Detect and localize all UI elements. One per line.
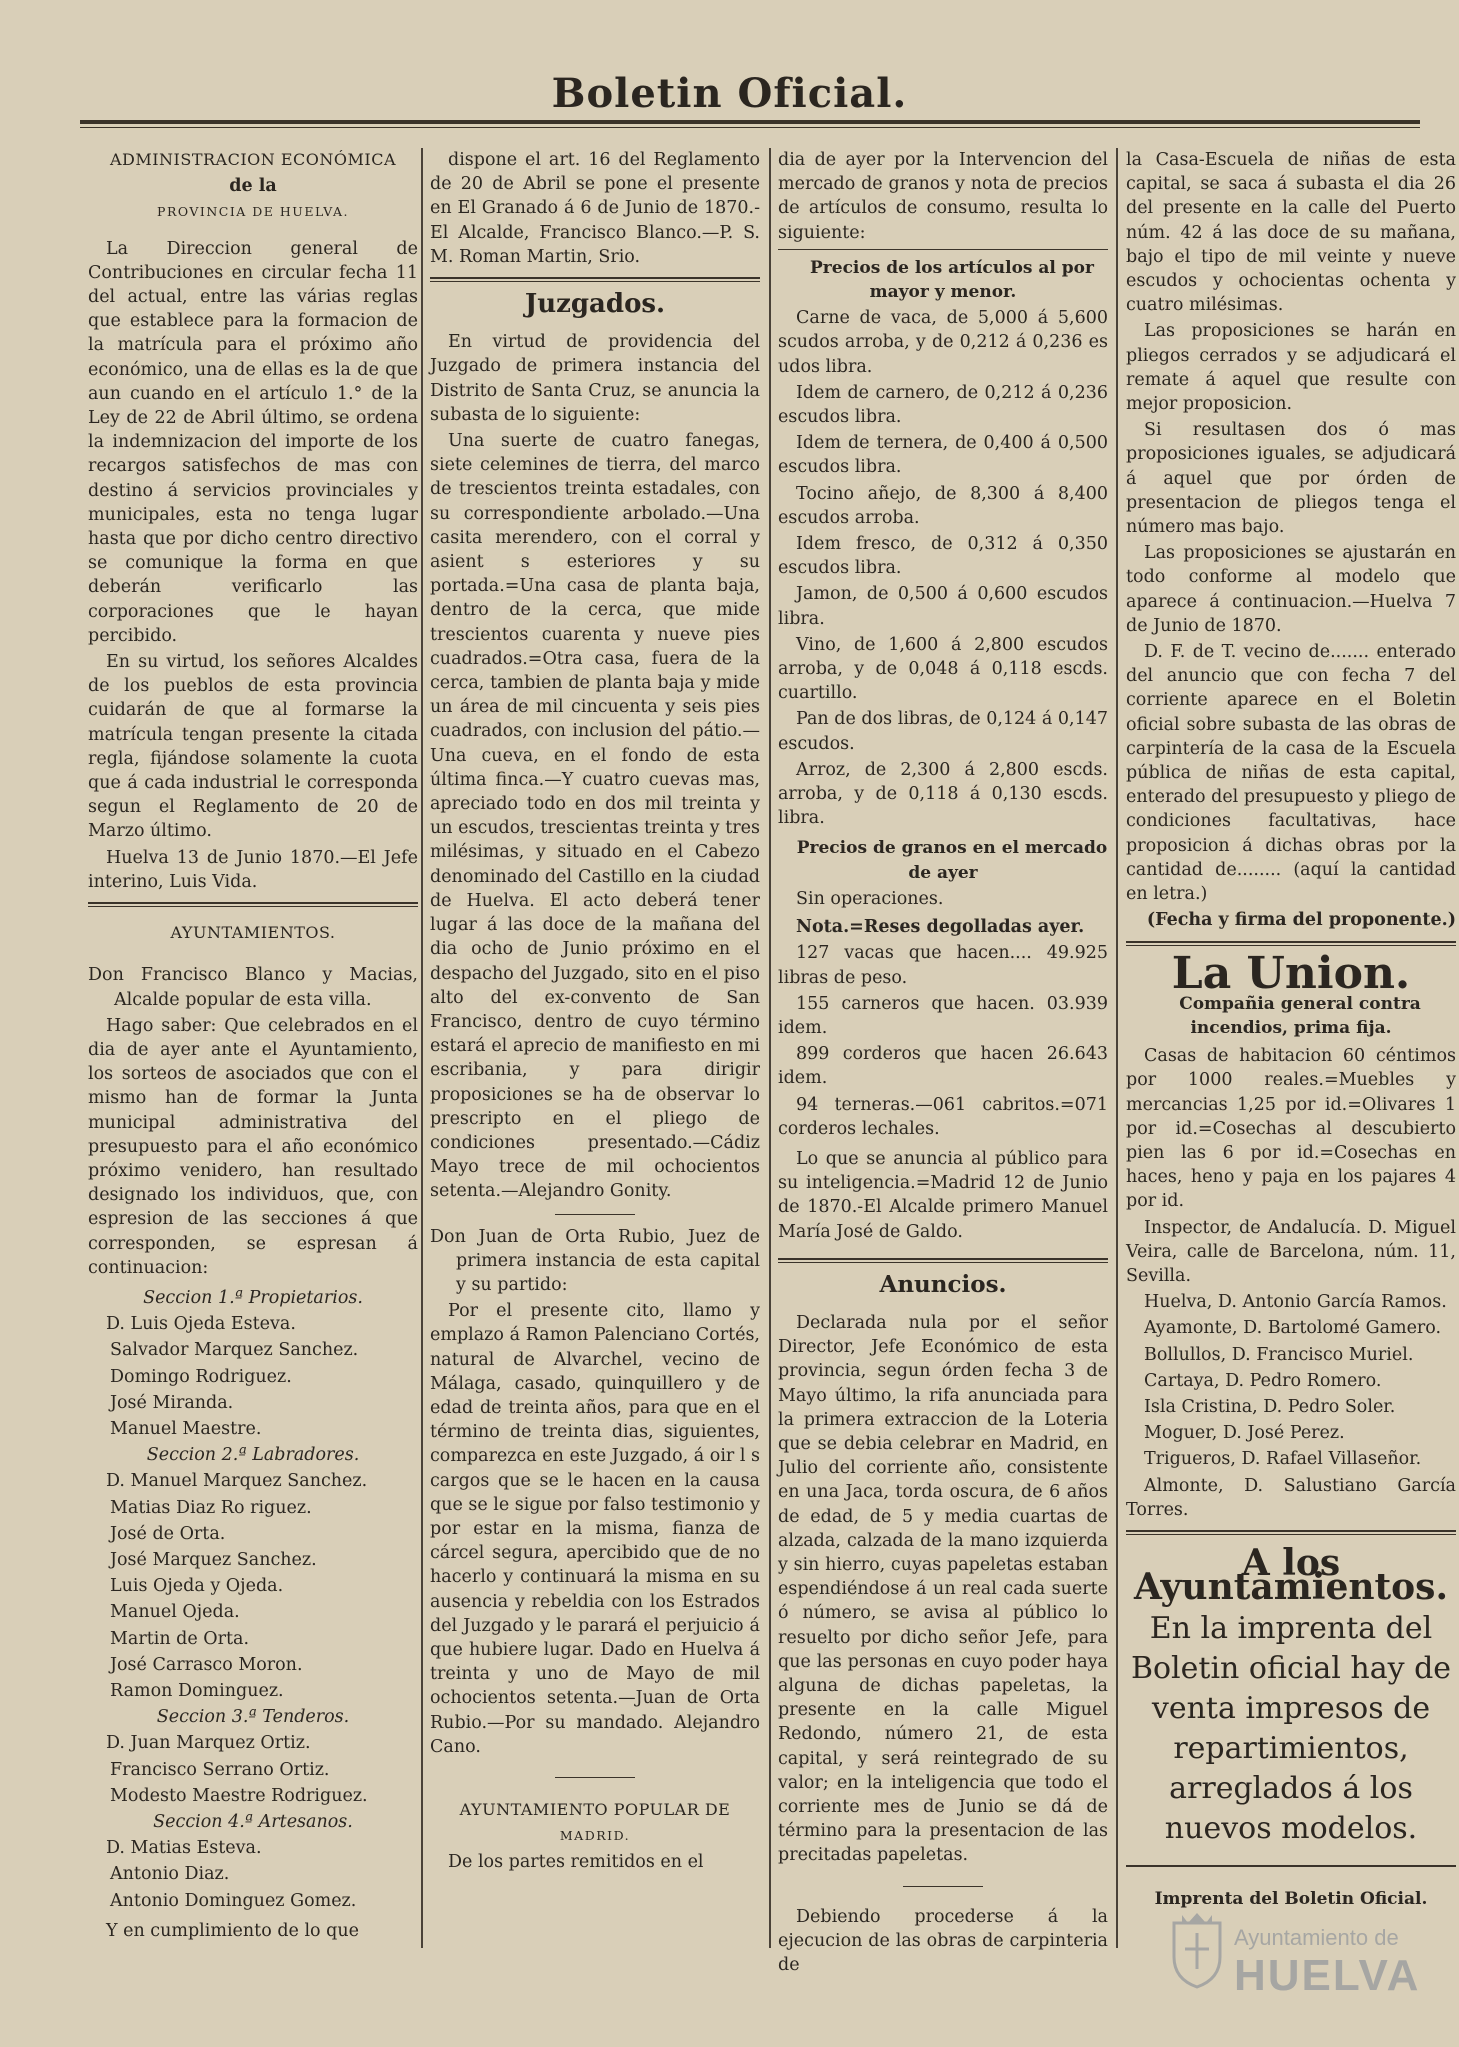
paragraph: Huelva 13 de Junio 1870.—El Jefe interino, Luis Vida. bbox=[88, 847, 418, 892]
list-item: Pan de dos libras, de 0,124 á 0,147 escudos. bbox=[778, 709, 1108, 754]
section-heading: Anuncios. bbox=[879, 1270, 1007, 1298]
paragraph: dia de ayer por la Intervencion del mercado de granos y nota de precios de artículos de consumo, resulta lo siguiente: bbox=[778, 150, 1108, 243]
list-item: 155 carneros que hacen. 03.939 idem. bbox=[778, 993, 1108, 1038]
paragraph: Casas de habitacion 60 céntimos por 1000 reales.=Muebles y mercancias 1,25 por id.=Olivares 1 por id.=Cosechas al descubierto pien las 6 por id.=Cosechas en haces, heno y paja en los pajares 4 por id. bbox=[1126, 1046, 1456, 1212]
paragraph: la Casa-Escuela de niñas de esta capital, se saca á subasta el dia 26 del presente en la calle del Puerto núm. 42 á las doce de su mañana, bajo el tipo de mil veinte y nueve escudos y ochocientas ochenta y cuatro milésimas. bbox=[1126, 150, 1456, 316]
watermark-line-1: Ayuntamiento de bbox=[1234, 1925, 1399, 1950]
list-item: Arroz, de 2,300 á 2,800 escds. arroba, y de 0,118 á 0,130 escds. libra. bbox=[778, 759, 1108, 829]
coat-of-arms-icon bbox=[1168, 1909, 1226, 1989]
list-item: Manuel Maestre. bbox=[110, 1418, 262, 1439]
column-divider bbox=[769, 148, 771, 1948]
list-item: Isla Cristina, D. Pedro Soler. bbox=[1144, 1396, 1396, 1417]
list-item: Idem de ternera, de 0,400 á 0,500 escudos libra. bbox=[778, 433, 1108, 478]
list-item: Manuel Ojeda. bbox=[110, 1602, 240, 1623]
list-item: Antonio Dominguez Gomez. bbox=[110, 1890, 357, 1911]
list-item: Modesto Maestre Rodriguez. bbox=[110, 1785, 368, 1806]
watermark-line-2: HUELVA bbox=[1234, 1951, 1421, 2000]
list-item: Martin de Orta. bbox=[110, 1628, 250, 1649]
separator bbox=[555, 1777, 635, 1778]
list-item: Matias Diaz Ro riguez. bbox=[110, 1497, 312, 1518]
separator bbox=[555, 1214, 635, 1215]
ad-text: En la imprenta del Boletin oficial hay de venta impresos de repartimientos, arreglados á los nuevos modelos. bbox=[1130, 1611, 1452, 1847]
list-item: Huelva, D. Antonio García Ramos. bbox=[1144, 1292, 1447, 1313]
separator bbox=[1126, 945, 1456, 946]
list-item: Cartaya, D. Pedro Romero. bbox=[1144, 1370, 1382, 1391]
ad-subtitle: Compañia general contra incendios, prima fija. bbox=[1179, 993, 1421, 1038]
paragraph: Si resultasen dos ó mas proposiciones iguales, se adjudicará á aquel que por órden de presentacion de pliegos tenga el número mas bajo. bbox=[1126, 420, 1456, 538]
ad-title: A los Ayuntamientos. bbox=[1134, 1541, 1448, 1609]
list-item: 127 vacas que hacen.... 49.925 libras de peso. bbox=[778, 943, 1108, 988]
paragraph: Declarada nula por el señor Director, Jefe Económico de esta provincia, segun órden fecha 3 de Mayo último, la rifa anunciada para la primera extraccion de la Loteria que se debia celebrar en Madrid, en Julio del corriente año, consistente en una Jaca, torda oscura, de 6 años de edad, de 5 y media cuartas de alzada, calzada de la mano izquierda y sin hierro, cuyas papeletas estaban espendiéndose á un real cada suerte ó número, se avisa al público lo resuelto por dicho señor Jefe, para que las personas en cuyo poder haya alguna de dichas papeletas, la presente en la calle Miguel Redondo, número 21, de esta capital, y será reintegrado de su valor; en la inteligencia que todo el corriente mes de Junio se dá de término para la presentacion de las precitadas papeletas. bbox=[778, 1312, 1108, 1866]
separator bbox=[778, 249, 1108, 250]
separator bbox=[430, 277, 760, 279]
separator bbox=[1126, 941, 1456, 943]
column-3 bbox=[778, 148, 1108, 1976]
list-item: Idem fresco, de 0,312 á 0,350 escudos libra. bbox=[778, 534, 1108, 579]
paragraph: En su virtud, los señores Alcaldes de los pueblos de esta provincia cuidarán de que al formarse la matrícula tengan presente la citada regla, fijándose solamente la cuota que á cada industrial le corresponda segun el Reglamento de 20 de Marzo último. bbox=[88, 652, 418, 842]
section-heading: Juzgados. bbox=[524, 289, 666, 320]
paragraph: dispone el art. 16 del Reglamento de 20 de Abril se pone el presente en El Granado á 6 de Junio de 1870.-El Alcalde, Francisco Blanco.—P. S. M. Roman Martin, Srio. bbox=[430, 150, 760, 267]
list-item: Idem de carnero, de 0,212 á 0,236 escudos libra. bbox=[778, 382, 1108, 428]
column-1 bbox=[88, 148, 418, 1948]
list-item: José Carrasco Moron. bbox=[110, 1654, 303, 1675]
list-item: D. Luis Ojeda Esteva. bbox=[106, 1314, 296, 1335]
column-4 bbox=[1126, 148, 1456, 1948]
masthead-rule-thin bbox=[80, 127, 1420, 128]
separator bbox=[778, 1262, 1108, 1263]
separator bbox=[1126, 1534, 1456, 1535]
paragraph: Hago saber: Que celebrados en el dia de ayer ante el Ayuntamiento, los sorteos de asociados que con el mismo han de formar la Junta municipal administrativa del presupuesto para el año económico próximo venidero, han resultado designado los individuos, que, con espresion de las secciones á que corresponden, se espresan á continuacion: bbox=[88, 1015, 418, 1278]
list-item: Vino, de 1,600 á 2,800 escudos arroba, y de 0,048 á 0,118 escds. cuartillo. bbox=[778, 634, 1108, 704]
separator bbox=[903, 1886, 983, 1887]
masthead-title: Boletin Oficial. bbox=[551, 70, 908, 117]
column-2 bbox=[430, 148, 760, 1948]
section-heading-sub: PROVINCIA DE HUELVA. bbox=[157, 204, 349, 220]
paragraph: La Direccion general de Contribuciones en circular fecha 11 del actual, entre las várias reglas que establece para la formacion de la matrícula para el próximo año económico, una de ellas es la de que aun cuando en el artículo 1.° de la Ley de 22 de Abril último, se ordena la indemnizacion del importe de los recargos satisfechos de mas con destino á servicios provinciales y municipales, esta no tenga lugar hasta que por dicho centro directivo se comunique la forma en que deberán verificarlo las corporaciones que le hayan percibido. bbox=[88, 238, 418, 646]
paragraph: Y en cumplimiento de lo que bbox=[106, 1920, 359, 1941]
list-heading: Seccion 3.ª Tenderos. bbox=[156, 1707, 350, 1728]
separator bbox=[1126, 1865, 1456, 1867]
section-heading-sub: de la bbox=[229, 176, 277, 197]
list-item: D. Manuel Marquez Sanchez. bbox=[106, 1471, 368, 1492]
section-heading: AYUNTAMIENTOS. bbox=[170, 923, 336, 943]
section-heading: AYUNTAMIENTO POPULAR DE bbox=[459, 1800, 731, 1819]
list-item: D. Matias Esteva. bbox=[106, 1838, 262, 1859]
list-heading: Seccion 1.ª Propietarios. bbox=[143, 1287, 363, 1308]
paragraph: Las proposiciones se harán en pliegos cerrados y se adjudicará el remate á aquel que resulte con mejor proposicion. bbox=[1126, 321, 1456, 415]
list-item: D. Juan Marquez Ortiz. bbox=[106, 1733, 311, 1754]
paragraph: D. F. de T. vecino de....... enterado del anuncio que con fecha 7 del corriente aparece en el Boletin oficial sobre subasta de las obras de carpintería de la casa de la Escuela pública de niñas de esta capital, enterado del presupuesto y pliego de condiciones facultativas, hace proposicion á dichas obras por la cantidad de........ (aquí la cantidad en letra.) bbox=[1126, 642, 1457, 905]
paragraph: Don Francisco Blanco y Macias, Alcalde popular de esta villa. bbox=[88, 965, 418, 1010]
list-heading: Seccion 2.ª Labradores. bbox=[146, 1445, 360, 1466]
printer-credit: Imprenta del Boletin Oficial. bbox=[1154, 1889, 1428, 1910]
paragraph: En virtud de providencia del Juzgado de primera instancia del Distrito de Santa Cruz, se anuncia la subasta de lo siguiente: bbox=[430, 332, 760, 425]
list-item: Salvador Marquez Sanchez. bbox=[110, 1340, 359, 1361]
paragraph: Don Juan de Orta Rubio, Juez de primera instancia de esta capital y su partido: bbox=[430, 1226, 760, 1295]
list-item: Moguer, D. José Perez. bbox=[1144, 1423, 1345, 1444]
list-heading: Precios de granos en el mercado de ayer bbox=[796, 838, 1108, 883]
list-item: Jamon, de 0,500 á 0,600 escudos libra. bbox=[778, 584, 1108, 629]
list-heading: Precios de los artículos al por mayor y menor. bbox=[810, 257, 1094, 303]
separator bbox=[778, 1258, 1108, 1260]
list-item: Carne de vaca, de 5,000 á 5,600 scudos arroba, y de 0,212 á 0,236 es udos libra. bbox=[778, 308, 1108, 377]
column-divider bbox=[421, 148, 423, 1948]
list-item: José Marquez Sanchez. bbox=[110, 1549, 317, 1570]
ad-title: La Union. bbox=[1171, 947, 1411, 999]
masthead-rule bbox=[80, 120, 1420, 124]
paragraph: (Fecha y firma del proponente.) bbox=[1146, 910, 1456, 931]
list-item: Francisco Serrano Ortiz. bbox=[110, 1759, 330, 1780]
list-item: Antonio Diaz. bbox=[110, 1864, 230, 1885]
list-item: Domingo Rodriguez. bbox=[110, 1366, 292, 1387]
separator bbox=[1126, 1530, 1456, 1532]
separator bbox=[88, 902, 418, 904]
separator bbox=[430, 281, 760, 282]
list-item: Bollullos, D. Francisco Muriel. bbox=[1144, 1344, 1414, 1365]
paragraph: Por el presente cito, llamo y emplazo á Ramon Palenciano Cortés, natural de Alvarchel, vecino de Málaga, casado, quinquillero y de edad de treinta años, para que en el término de treinta dias, siguientes, comparezca en este Juzgado, á oir l s cargos que se le hacen en la causa que se le sigue por falso testimonio y por estar en la misma, fianza de cárcel segura, apercibido que de no hacerlo y continuará la misma en su ausencia y rebeldia con los Estrados del Juzgado y le parará el perjuicio á que hubiere lugar. Dado en Huelva á treinta y uno de Mayo de mil ochocientos setenta.—Juan de Orta Rubio.—Por su mandado. Alejandro Cano. bbox=[430, 1301, 761, 1757]
list-item: José de Orta. bbox=[110, 1523, 226, 1544]
list-item: Luis Ojeda y Ojeda. bbox=[110, 1576, 284, 1597]
paragraph: Inspector, de Andalucía. D. Miguel Veira, calle de Barcelona, núm. 11, Sevilla. bbox=[1126, 1217, 1456, 1286]
paragraph: Nota.=Reses degolladas ayer. bbox=[796, 917, 1085, 938]
list-item: Ramon Dominguez. bbox=[110, 1680, 284, 1701]
list-heading: Seccion 4.ª Artesanos. bbox=[153, 1812, 353, 1832]
list-item: José Miranda. bbox=[110, 1392, 234, 1413]
section-heading-sub: MADRID. bbox=[559, 1828, 631, 1844]
column-divider bbox=[1116, 148, 1118, 1948]
paragraph: Debiendo procederse á la ejecucion de las obras de carpinteria de bbox=[778, 1906, 1108, 1976]
paragraph: Lo que se anuncia al público para su inteligencia.=Madrid 12 de Junio de 1870.-El Alcalde primero Manuel María José de Galdo. bbox=[778, 1148, 1108, 1242]
list-item: Ayamonte, D. Bartolomé Gamero. bbox=[1144, 1318, 1442, 1339]
paragraph: De los partes remitidos en el bbox=[448, 1852, 704, 1873]
paragraph: Una suerte de cuatro fanegas, siete celemines de tierra, del marco de trescientos treinta estadales, con su correspondiente arbolado.—Una casita merendero, con el corral y asient s esteriores y su portada.=Una casa de planta baja, dentro de la cerca, que mide trescientos cuarenta y nueve pies cuadrados.=Otra casa, fuera de la cerca, tambien de planta baja y mide un área de mil cincuenta y seis pies cuadrados, con inclusion del pátio.—Una cueva, en el fondo de esta última finca.—Y cuatro cuevas mas, apreciado todo en dos mil treinta y un escudos, trescientas treinta y tres milésimas, y situado en el Cabezo denominado del Castillo en la ciudad de Huelva. El acto deberá tener lugar á las doce de la mañana del dia ocho de Junio próximo en el despacho del Juzgado, sito en el piso alto del ex-convento de San Francisco, dentro de cuyo término estará el aprecio de manifiesto en mi escribania, y para dirigir proposiciones se ha de observar lo prescripto en el pliego de condiciones presentado.—Cádiz Mayo trece de mil ochocientos setenta.—Alejandro Gonity. bbox=[430, 431, 760, 1202]
paragraph: Sin operaciones. bbox=[796, 888, 944, 909]
section-heading: ADMINISTRACION ECONÓMICA bbox=[109, 150, 397, 169]
list-item: 94 terneras.—061 cabritos.=071 corderos lechales. bbox=[778, 1094, 1108, 1139]
list-item: Almonte, D. Salustiano García Torres. bbox=[1126, 1475, 1456, 1520]
watermark bbox=[1168, 1905, 1438, 2035]
list-item: Tocino añejo, de 8,300 á 8,400 escudos arroba. bbox=[778, 483, 1108, 528]
list-item: Trigueros, D. Rafael Villaseñor. bbox=[1144, 1449, 1422, 1470]
list-item: 899 corderos que hacen 26.643 idem. bbox=[778, 1044, 1108, 1089]
separator bbox=[88, 906, 418, 907]
paragraph: Las proposiciones se ajustarán en todo conforme al modelo que aparece á continuacion.—Huelva 7 de Junio de 1870. bbox=[1126, 543, 1456, 636]
